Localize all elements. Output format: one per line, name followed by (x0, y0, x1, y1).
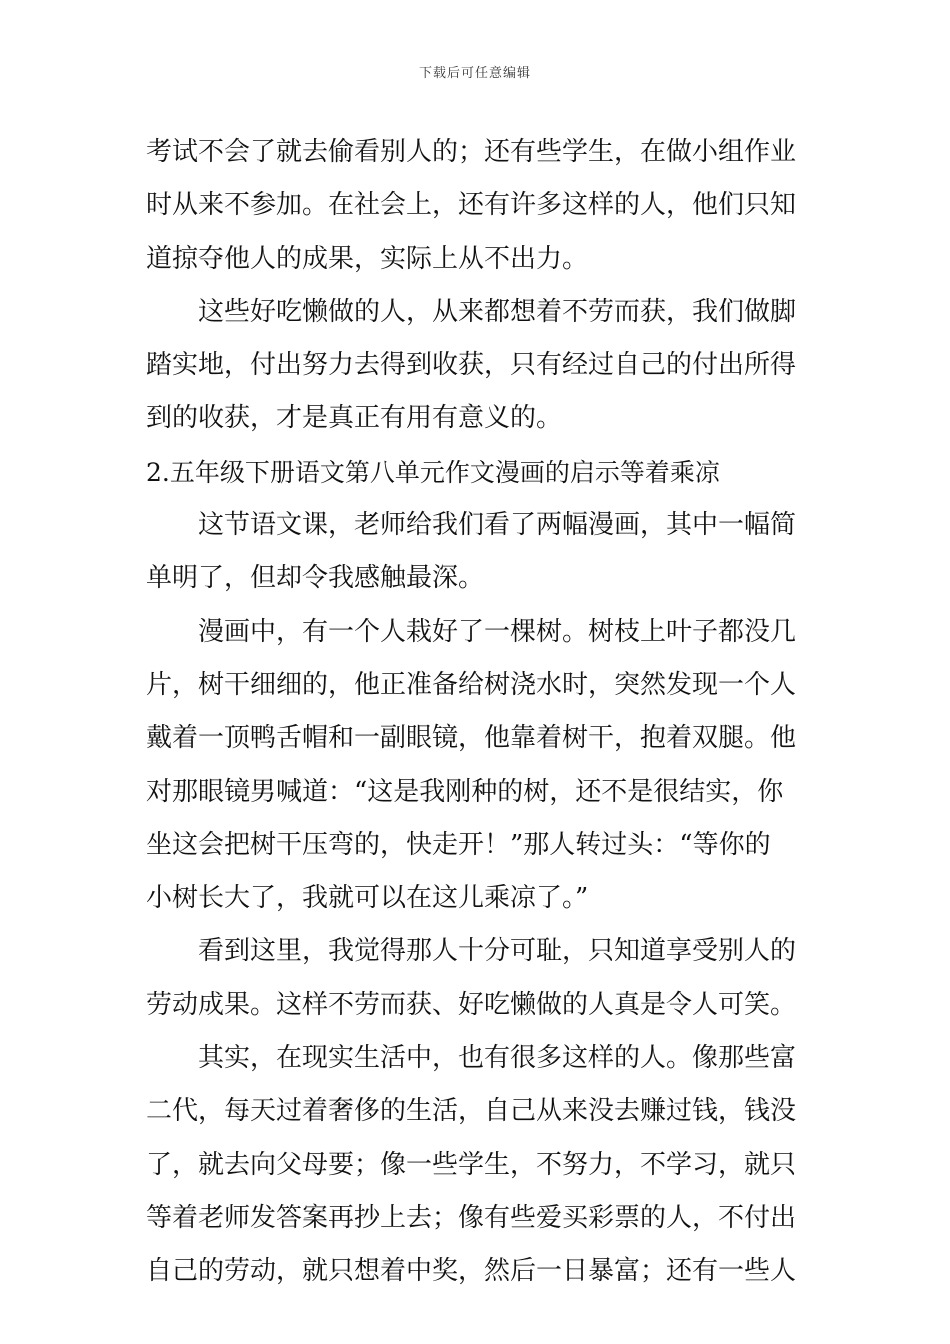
text-line: 自己的劳动，就只想着中奖，然后一日暴富；还有一些人 (146, 1256, 797, 1287)
section-heading: 2.五年级下册语文第八单元作文漫画的启示等着乘凉 (146, 457, 720, 487)
text-line: 时从来不参加。在社会上，还有许多这样的人，他们只知 (146, 190, 797, 221)
text-line: 坐这会把树干压弯的，快走开！”那人转过头：“等你的 (146, 829, 771, 860)
text-line: 对那眼镜男喊道：“这是我刚种的树，还不是很结实，你 (146, 776, 784, 807)
text-line: 了，就去向父母要；像一些学生，不努力，不学习，就只 (146, 1149, 797, 1180)
text-line: 片，树干细细的，他正准备给树浇水时，突然发现一个人 (146, 669, 797, 700)
text-line: 考试不会了就去偷看别人的；还有些学生，在做小组作业 (146, 137, 797, 167)
page-header: 下载后可任意编辑 (418, 66, 531, 81)
text-line: 二代，每天过着奢侈的生活，自己从来没去赚过钱，钱没 (146, 1096, 797, 1127)
text-line: 这节语文课，老师给我们看了两幅漫画，其中一幅简 (198, 510, 797, 541)
text-line: 其实，在现实生活中，也有很多这样的人。像那些富 (198, 1043, 797, 1074)
text-line: 道掠夺他人的成果，实际上从不出力。 (146, 243, 589, 274)
text-line: 劳动成果。这样不劳而获、好吃懒做的人真是令人可笑。 (146, 989, 797, 1020)
text-line: 戴着一顶鸭舌帽和一副眼镜，他靠着树干，抱着双腿。他 (146, 723, 797, 754)
text-line: 踏实地，付出努力去得到收获，只有经过自己的付出所得 (146, 350, 797, 381)
text-line: 小树长大了，我就可以在这儿乘凉了。” (146, 883, 589, 914)
text-line: 等着老师发答案再抄上去；像有些爱买彩票的人，不付出 (146, 1202, 797, 1233)
text-line: 看到这里，我觉得那人十分可耻，只知道享受别人的 (198, 936, 797, 967)
text-line: 漫画中，有一个人栽好了一棵树。树枝上叶子都没几 (198, 616, 797, 647)
document-body (146, 126, 812, 1299)
text-line: 到的收获，才是真正有用有意义的。 (146, 403, 563, 434)
text-line: 单明了，但却令我感触最深。 (146, 563, 485, 594)
text-line: 这些好吃懒做的人，从来都想着不劳而获，我们做脚 (198, 296, 797, 327)
